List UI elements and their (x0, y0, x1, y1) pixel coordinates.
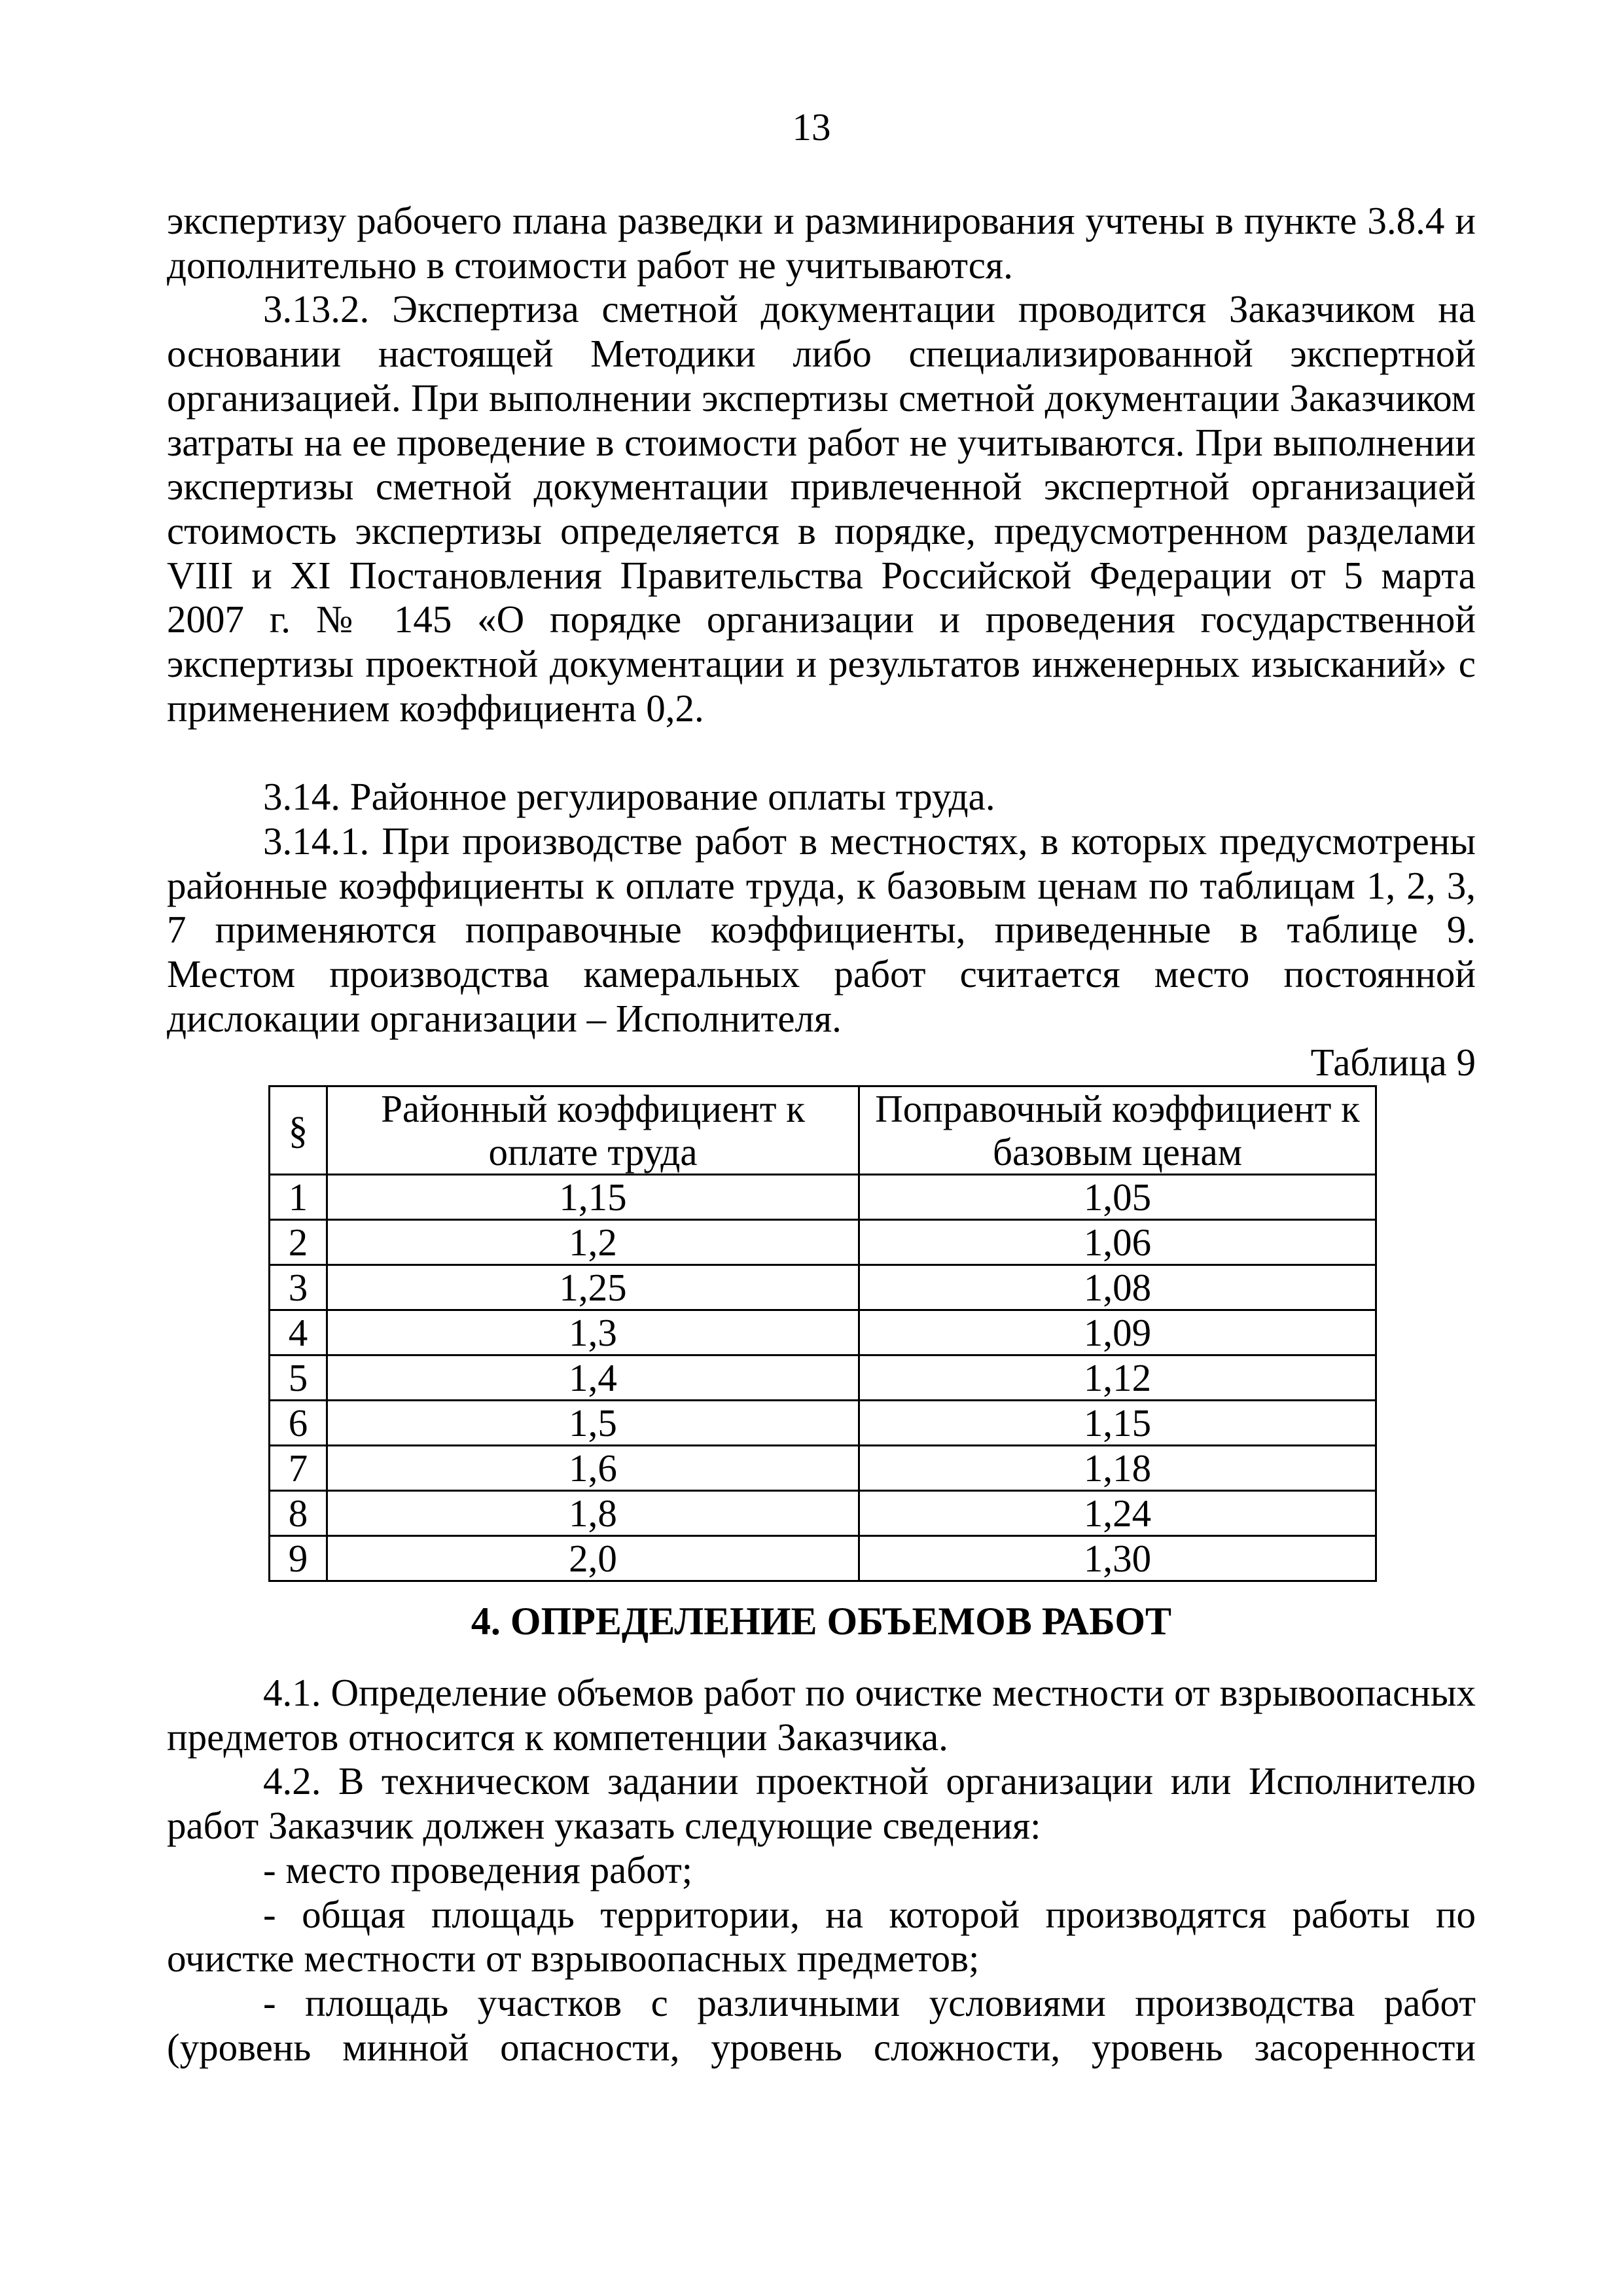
correction-coef-cell: 1,24 (859, 1491, 1376, 1536)
section-4-heading: 4. ОПРЕДЕЛЕНИЕ ОБЪЕМОВ РАБОТ (471, 1600, 1172, 1643)
correction-coef-cell: 1,06 (859, 1220, 1376, 1265)
district-coef-cell: 1,25 (327, 1265, 859, 1310)
header-correction-coef: Поправочный коэффициент к базовым ценам (859, 1086, 1376, 1175)
table-row (270, 1401, 1376, 1446)
correction-coef-cell: 1,15 (859, 1401, 1376, 1446)
district-coef-cell: 1,2 (327, 1220, 859, 1265)
page-body (167, 199, 1476, 2070)
table-row (270, 1446, 1376, 1491)
table-row (270, 1536, 1376, 1581)
table-row (270, 1355, 1376, 1401)
list-item: - место проведения работ; (263, 1848, 693, 1892)
header-section: § (270, 1086, 327, 1175)
list-item: - площадь участков с различными условиями производства работ (уровень минной опасности, уровень сложности, уровень засоренности (167, 1981, 1476, 2069)
row-number: 4 (270, 1310, 327, 1355)
correction-coef-cell: 1,09 (859, 1310, 1376, 1355)
district-coef-cell: 1,3 (327, 1310, 859, 1355)
district-coef-cell: 1,4 (327, 1355, 859, 1401)
section-3-14-title: 3.14. Районное регулирование оплаты труда. (263, 775, 995, 819)
table-row (270, 1220, 1376, 1265)
row-number: 2 (270, 1220, 327, 1265)
header-district-coef: Районный коэффициент к оплате труда (327, 1086, 859, 1175)
table-header-row (270, 1086, 1376, 1175)
correction-coef-cell: 1,08 (859, 1265, 1376, 1310)
paragraph-3-13-2: 3.13.2. Экспертиза сметной документации проводится Заказчиком на основании настоящей Методики либо специализированной экспертной организацией. При выполнении экспертизы сметной документации Заказчиком затраты на ее проведение в стоимости работ не учитываются. При выполнении экспертизы сметной документации привлеченной экспертной организацией стоимость экспертизы определяется в порядке, предусмотренном разделами VIII и XI Постановления Правительства Российской Федерации от 5 марта 2007 г. № 145 «О порядке организации и проведения государственной экспертизы проектной документации и результатов инженерных изысканий» с применением коэффициента 0,2. (167, 287, 1476, 730)
page-number: 13 (792, 105, 831, 149)
correction-coef-cell: 1,30 (859, 1536, 1376, 1581)
list-item: - общая площадь территории, на которой производятся работы по очистке местности от взрывоопасных предметов; (167, 1892, 1476, 1981)
row-number: 7 (270, 1446, 327, 1491)
table-row (270, 1491, 1376, 1536)
row-number: 1 (270, 1175, 327, 1220)
correction-coef-cell: 1,18 (859, 1446, 1376, 1491)
district-coef-cell: 1,8 (327, 1491, 859, 1536)
district-coef-cell: 1,6 (327, 1446, 859, 1491)
coefficient-table (268, 1085, 1377, 1582)
correction-coef-cell: 1,05 (859, 1175, 1376, 1220)
district-coef-cell: 2,0 (327, 1536, 859, 1581)
table-row (270, 1265, 1376, 1310)
table-row (270, 1310, 1376, 1355)
row-number: 9 (270, 1536, 327, 1581)
paragraph-3-14-1: 3.14.1. При производстве работ в местностях, в которых предусмотрены районные коэффициенты к оплате труда, к базовым ценам по таблицам 1, 2, 3, 7 применяются поправочные коэффициенты, приведенные в таблице 9. Местом производства камеральных работ считается место постоянной дислокации организации – Исполнителя. (167, 819, 1476, 1040)
table-row (270, 1175, 1376, 1220)
paragraph-4-1: 4.1. Определение объемов работ по очистке местности от взрывоопасных предметов относится к компетенции Заказчика. (167, 1671, 1476, 1759)
district-coef-cell: 1,5 (327, 1401, 859, 1446)
row-number: 3 (270, 1265, 327, 1310)
correction-coef-cell: 1,12 (859, 1355, 1376, 1401)
row-number: 6 (270, 1401, 327, 1446)
district-coef-cell: 1,15 (327, 1175, 859, 1220)
row-number: 5 (270, 1355, 327, 1401)
table-caption: Таблица 9 (1310, 1041, 1476, 1085)
paragraph-4-2: 4.2. В техническом задании проектной организации или Исполнителю работ Заказчик должен указать следующие сведения: (167, 1759, 1476, 1848)
paragraph-continuation: экспертизу рабочего плана разведки и разминирования учтены в пункте 3.8.4 и дополнительно в стоимости работ не учитываются. (167, 199, 1476, 287)
row-number: 8 (270, 1491, 327, 1536)
